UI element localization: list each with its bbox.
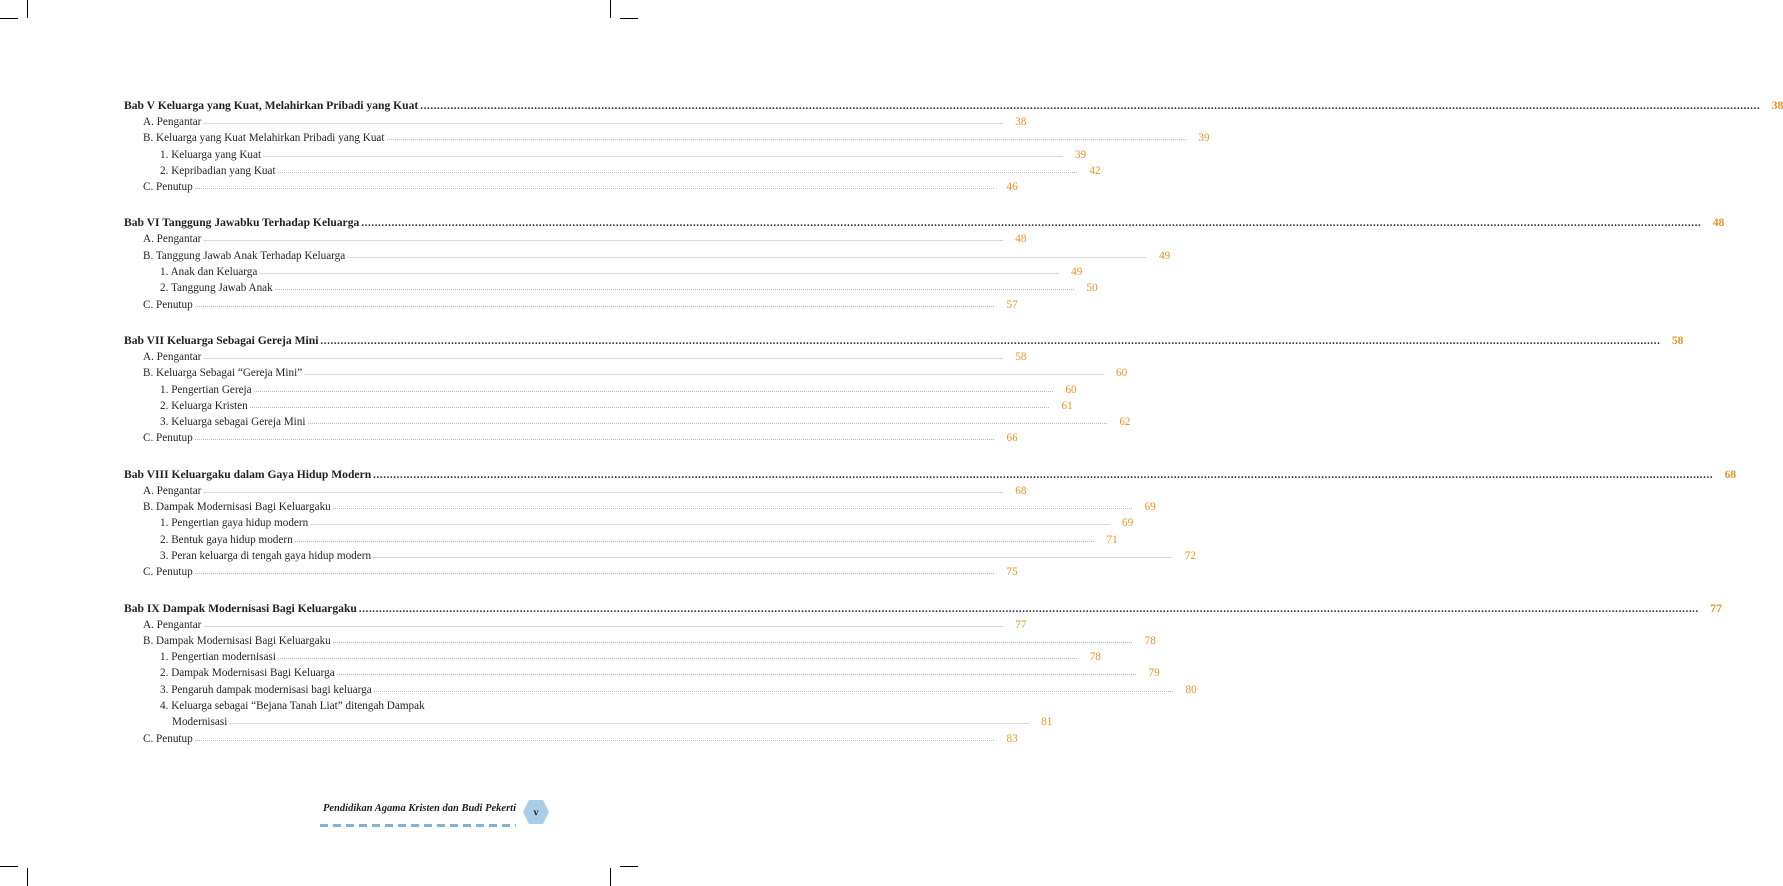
- toc-chapter-heading: [124, 214, 1725, 231]
- toc-entry: [124, 483, 1027, 499]
- toc-page-number: 66: [1006, 432, 1018, 445]
- crop-mark: [27, 868, 28, 886]
- toc-entry-text: 3. Pengaruh dampak modernisasi bagi keluarga: [160, 683, 372, 696]
- toc-leader-dots: ................................................................................................................................................................................................................................................................................................................................................................................................................: [294, 537, 1095, 544]
- toc-entry: [124, 430, 1018, 446]
- toc-entry-text: A. Pengantar: [143, 350, 202, 363]
- toc-entry-text: A. Pengantar: [143, 484, 202, 497]
- toc-entry: [124, 714, 1053, 730]
- crop-mark: [0, 866, 18, 867]
- toc-entry-text: C. Penutup: [143, 432, 193, 445]
- toc-leader-dots: ................................................................................................................................................................................................................................................................................................................................................................................................................: [373, 687, 1174, 694]
- toc-page-number: 69: [1144, 501, 1156, 514]
- toc-leader-dots: ................................................................................................................................................................................................................................................................................................................................................................................................................: [373, 468, 1714, 481]
- toc-entry-text: Bab V Keluarga yang Kuat, Melahirkan Pribadi yang Kuat: [124, 99, 419, 112]
- toc-entry: [124, 382, 1077, 398]
- toc-page-number: 62: [1119, 416, 1131, 429]
- crop-mark: [610, 868, 611, 886]
- toc-leader-dots: ................................................................................................................................................................................................................................................................................................................................................................................................................: [373, 553, 1174, 560]
- toc-page-number: 48: [1712, 216, 1725, 230]
- toc-leader-dots: ................................................................................................................................................................................................................................................................................................................................................................................................................: [194, 436, 995, 443]
- toc-entry: [124, 564, 1018, 580]
- footer-dashed-line: [320, 824, 516, 827]
- toc-entry-text: Bab VII Keluarga Sebagai Gereja Mini: [124, 333, 319, 347]
- toc-page-number: 61: [1061, 399, 1073, 412]
- page-footer: [0, 798, 638, 838]
- toc-entry-text: B. Dampak Modernisasi Bagi Keluargaku: [143, 634, 331, 647]
- toc-leader-dots: ................................................................................................................................................................................................................................................................................................................................................................................................................: [259, 270, 1060, 277]
- toc-entry: [124, 548, 1197, 564]
- toc-entry: [124, 114, 1027, 130]
- toc-entry: [124, 532, 1118, 548]
- toc-entry: [124, 248, 1171, 264]
- toc-page-number: 77: [1710, 601, 1722, 615]
- footer-page-number: v: [533, 807, 539, 819]
- toc-chapter: [124, 214, 1725, 312]
- toc-leader-dots: ................................................................................................................................................................................................................................................................................................................................................................................................................: [203, 354, 1004, 361]
- toc-page-number: 57: [1006, 298, 1018, 311]
- toc-page-number: 71: [1106, 533, 1118, 546]
- toc-chapter-heading: [124, 97, 1783, 114]
- toc-entry: [124, 297, 1018, 313]
- toc-leader-dots: ................................................................................................................................................................................................................................................................................................................................................................................................................: [194, 736, 995, 743]
- toc-entry-text: 1. Pengertian modernisasi: [160, 651, 276, 664]
- toc-page-number: 78: [1089, 651, 1101, 664]
- toc-entry: [124, 633, 1156, 649]
- table-of-contents: [124, 97, 1783, 766]
- toc-leader-dots: ................................................................................................................................................................................................................................................................................................................................................................................................................: [249, 403, 1050, 410]
- toc-entry-text: C. Penutup: [143, 298, 193, 311]
- crop-mark: [620, 18, 638, 19]
- toc-entry-text: C. Penutup: [143, 181, 193, 194]
- toc-page-number: 39: [1198, 132, 1210, 145]
- toc-leader-dots: ................................................................................................................................................................................................................................................................................................................................................................................................................: [420, 100, 1761, 112]
- toc-entry-text: Modernisasi: [172, 716, 228, 729]
- toc-leader-dots: ................................................................................................................................................................................................................................................................................................................................................................................................................: [203, 120, 1004, 126]
- toc-chapter: [124, 97, 1783, 195]
- crop-mark: [620, 866, 638, 867]
- toc-entry: [124, 147, 1087, 163]
- toc-page-number: 48: [1015, 233, 1027, 246]
- toc-page-number: 78: [1144, 634, 1156, 647]
- footer-book-title: Pendidikan Agama Kristen dan Budi Pekerti: [322, 803, 516, 814]
- toc-leader-dots: ................................................................................................................................................................................................................................................................................................................................................................................................................: [361, 217, 1702, 230]
- toc-entry-text: 2. Kepribadian yang Kuat: [160, 164, 276, 177]
- toc-entry: [124, 349, 1027, 365]
- toc-entry-text: 3. Keluarga sebagai Gereja Mini: [160, 416, 306, 429]
- toc-page-number: 50: [1086, 282, 1098, 295]
- toc-leader-dots: ................................................................................................................................................................................................................................................................................................................................................................................................................: [194, 302, 995, 309]
- toc-leader-dots: ................................................................................................................................................................................................................................................................................................................................................................................................................: [263, 152, 1064, 159]
- toc-chapter: [124, 332, 1684, 447]
- toc-entry-text: 2. Tanggung Jawab Anak: [160, 282, 273, 295]
- toc-entry-text: 4. Keluarga sebagai “Bejana Tanah Liat” ditengah Dampak: [160, 700, 425, 713]
- toc-leader-dots: ................................................................................................................................................................................................................................................................................................................................................................................................................: [203, 488, 1004, 495]
- toc-leader-dots: ................................................................................................................................................................................................................................................................................................................................................................................................................: [194, 570, 995, 577]
- toc-entry-text: B. Dampak Modernisasi Bagi Keluargaku: [143, 501, 331, 514]
- toc-entry: [124, 163, 1101, 179]
- toc-leader-dots: ................................................................................................................................................................................................................................................................................................................................................................................................................: [203, 237, 1004, 244]
- toc-entry: [124, 698, 542, 714]
- crop-mark: [27, 0, 28, 18]
- toc-leader-dots: ................................................................................................................................................................................................................................................................................................................................................................................................................: [203, 622, 1004, 629]
- toc-entry: [124, 130, 1210, 146]
- toc-leader-dots: ................................................................................................................................................................................................................................................................................................................................................................................................................: [307, 420, 1108, 427]
- toc-page-number: 72: [1184, 549, 1197, 562]
- toc-page-number: 75: [1006, 566, 1018, 579]
- toc-page-number: 60: [1115, 367, 1128, 380]
- toc-chapter-heading: [124, 332, 1684, 349]
- toc-page-number: 38: [1771, 99, 1783, 112]
- toc-page-number: 80: [1185, 683, 1197, 696]
- toc-entry-text: B. Keluarga yang Kuat Melahirkan Pribadi yang Kuat: [143, 132, 385, 145]
- toc-entry-text: 1. Keluarga yang Kuat: [160, 148, 262, 161]
- toc-page-number: 79: [1148, 667, 1160, 680]
- toc-entry-text: C. Penutup: [143, 732, 193, 745]
- toc-entry: [124, 179, 1018, 195]
- toc-entry: [124, 499, 1156, 515]
- toc-chapter-heading: [124, 600, 1722, 617]
- toc-page-number: 39: [1074, 148, 1087, 161]
- toc-entry: [124, 617, 1027, 633]
- toc-leader-dots: ................................................................................................................................................................................................................................................................................................................................................................................................................: [332, 638, 1133, 645]
- crop-mark: [610, 0, 611, 18]
- toc-entry: [124, 515, 1134, 531]
- toc-entry: [124, 649, 1101, 665]
- toc-leader-dots: ................................................................................................................................................................................................................................................................................................................................................................................................................: [320, 334, 1661, 347]
- toc-entry-text: 3. Peran keluarga di tengah gaya hidup modern: [160, 549, 372, 562]
- toc-page-number: 83: [1006, 732, 1018, 745]
- toc-page-number: 42: [1089, 164, 1101, 177]
- toc-entry-text: Bab VI Tanggung Jawabku Terhadap Keluarga: [124, 216, 360, 230]
- toc-entry: [124, 665, 1160, 681]
- toc-entry-text: Bab VIII Keluargaku dalam Gaya Hidup Modern: [124, 467, 372, 481]
- toc-page-number: 60: [1065, 383, 1077, 396]
- toc-entry-text: Bab IX Dampak Modernisasi Bagi Keluargaku: [124, 601, 357, 615]
- crop-mark: [0, 18, 18, 19]
- toc-page-number: 49: [1071, 266, 1083, 279]
- toc-entry: [124, 280, 1098, 296]
- toc-leader-dots: ................................................................................................................................................................................................................................................................................................................................................................................................................: [358, 602, 1699, 615]
- toc-page-number: 77: [1015, 618, 1027, 631]
- toc-entry-text: 1. Anak dan Keluarga: [160, 266, 258, 279]
- toc-entry-text: 1. Pengertian gaya hidup modern: [160, 517, 309, 530]
- toc-entry-text: 2. Keluarga Kristen: [160, 399, 248, 412]
- toc-entry-text: B. Tanggung Jawab Anak Terhadap Keluarga: [143, 249, 346, 262]
- toc-leader-dots: ................................................................................................................................................................................................................................................................................................................................................................................................................: [194, 185, 995, 192]
- toc-leader-dots: ................................................................................................................................................................................................................................................................................................................................................................................................................: [277, 655, 1078, 662]
- toc-entry: [124, 398, 1073, 414]
- toc-page-number: 69: [1122, 517, 1134, 530]
- toc-entry-text: B. Keluarga Sebagai “Gereja Mini”: [143, 367, 303, 380]
- toc-page-number: 81: [1041, 716, 1053, 729]
- toc-page-number: 38: [1015, 116, 1027, 128]
- toc-entry-text: 2. Bentuk gaya hidup modern: [160, 533, 293, 546]
- toc-leader-dots: ................................................................................................................................................................................................................................................................................................................................................................................................................: [304, 371, 1105, 378]
- toc-page-number: 68: [1015, 484, 1027, 497]
- toc-leader-dots: ................................................................................................................................................................................................................................................................................................................................................................................................................: [386, 136, 1187, 143]
- toc-leader-dots: ................................................................................................................................................................................................................................................................................................................................................................................................................: [229, 720, 1030, 727]
- toc-leader-dots: ................................................................................................................................................................................................................................................................................................................................................................................................................: [310, 521, 1111, 528]
- toc-entry-text: A. Pengantar: [143, 618, 202, 631]
- toc-entry-text: 2. Dampak Modernisasi Bagi Keluarga: [160, 667, 335, 680]
- toc-entry: [124, 264, 1083, 280]
- toc-leader-dots: ................................................................................................................................................................................................................................................................................................................................................................................................................: [277, 168, 1078, 175]
- toc-entry: [124, 682, 1197, 698]
- toc-leader-dots: ................................................................................................................................................................................................................................................................................................................................................................................................................: [347, 253, 1148, 260]
- toc-page-number: 68: [1724, 467, 1737, 481]
- toc-page-number: 58: [1671, 333, 1684, 347]
- toc-entry-text: C. Penutup: [143, 566, 193, 579]
- toc-page-number: 58: [1015, 350, 1027, 363]
- toc-leader-dots: ................................................................................................................................................................................................................................................................................................................................................................................................................: [274, 286, 1075, 293]
- toc-chapter-heading: [124, 466, 1737, 483]
- toc-entry: [124, 231, 1027, 247]
- toc-entry-text: A. Pengantar: [143, 233, 202, 246]
- toc-chapter: [124, 466, 1737, 581]
- toc-entry: [124, 365, 1128, 381]
- toc-chapter: [124, 600, 1722, 747]
- toc-page-number: 46: [1006, 181, 1018, 194]
- toc-entry: [124, 414, 1131, 430]
- toc-page-number: 49: [1159, 249, 1171, 262]
- page-number-hexagon-icon: [522, 798, 550, 826]
- toc-leader-dots: ................................................................................................................................................................................................................................................................................................................................................................................................................: [332, 505, 1133, 512]
- toc-entry-text: A. Pengantar: [143, 116, 202, 128]
- toc-entry: [124, 731, 1018, 747]
- toc-entry-text: 1. Pengertian Gereja: [160, 383, 252, 396]
- toc-leader-dots: ................................................................................................................................................................................................................................................................................................................................................................................................................: [253, 387, 1054, 394]
- toc-leader-dots: ................................................................................................................................................................................................................................................................................................................................................................................................................: [336, 671, 1137, 678]
